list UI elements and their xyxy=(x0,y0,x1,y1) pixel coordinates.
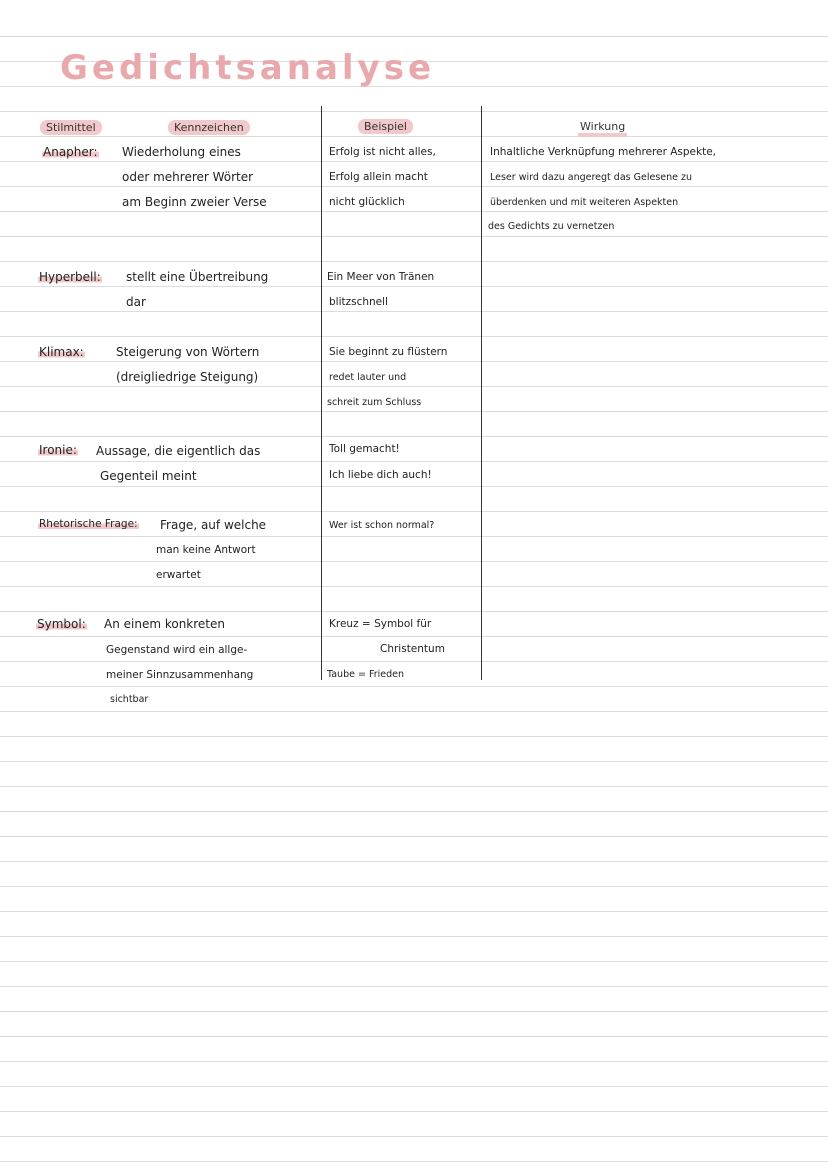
wirkung-line: Leser wird dazu angeregt das Gelesene zu xyxy=(490,172,693,183)
term-klimax: Klimax: xyxy=(39,345,84,359)
kennzeichen-line: am Beginn zweier Verse xyxy=(122,195,267,209)
beispiel-line: blitzschnell xyxy=(329,296,388,308)
kennzeichen-line: (dreigliedrige Steigung) xyxy=(116,370,259,384)
kennzeichen-line: Gegenstand wird ein allge- xyxy=(106,644,248,656)
header-beispiel: Beispiel xyxy=(358,119,413,134)
beispiel-line: Erfolg allein macht xyxy=(329,171,428,183)
kennzeichen-line: An einem konkreten xyxy=(104,617,226,631)
page-title: Gedichtsanalyse xyxy=(60,48,436,88)
wirkung-line: überdenken und mit weiteren Aspekten xyxy=(490,197,679,208)
beispiel-line: Ein Meer von Tränen xyxy=(327,271,435,283)
header-kennzeichen: Kennzeichen xyxy=(168,120,250,135)
beispiel-line: Wer ist schon normal? xyxy=(329,520,435,531)
kennzeichen-line: meiner Sinnzusammenhang xyxy=(106,669,254,681)
kennzeichen-line: Wiederholung eines xyxy=(122,145,241,159)
beispiel-line: schreit zum Schluss xyxy=(327,397,422,408)
kennzeichen-line: Frage, auf welche xyxy=(160,518,267,532)
header-stilmittel: Stilmittel xyxy=(40,120,102,135)
kennzeichen-line: man keine Antwort xyxy=(156,544,256,556)
beispiel-line: Toll gemacht! xyxy=(329,443,400,455)
beispiel-line: Taube = Frieden xyxy=(327,669,405,680)
kennzeichen-line: stellt eine Übertreibung xyxy=(126,270,269,284)
beispiel-line: nicht glücklich xyxy=(329,196,405,208)
term-symbol: Symbol: xyxy=(37,617,86,631)
kennzeichen-line: Gegenteil meint xyxy=(100,469,197,483)
beispiel-line: Christentum xyxy=(380,643,445,655)
term-rhetorische-frage: Rhetorische Frage: xyxy=(39,518,138,530)
beispiel-line: Erfolg ist nicht alles, xyxy=(329,146,436,158)
beispiel-line: Sie beginnt zu flüstern xyxy=(329,346,448,358)
kennzeichen-line: Steigerung von Wörtern xyxy=(116,345,260,359)
column-divider-wirkung xyxy=(481,106,482,680)
beispiel-line: Kreuz = Symbol für xyxy=(329,618,432,630)
kennzeichen-line: erwartet xyxy=(156,569,201,581)
wirkung-line: des Gedichts zu vernetzen xyxy=(488,221,615,232)
term-ironie: Ironie: xyxy=(39,443,77,457)
beispiel-line: Ich liebe dich auch! xyxy=(329,469,432,481)
term-anapher: Anapher: xyxy=(43,145,98,159)
header-wirkung: Wirkung xyxy=(578,120,627,137)
kennzeichen-line: dar xyxy=(126,295,146,309)
beispiel-line: redet lauter und xyxy=(329,372,407,383)
wirkung-line: Inhaltliche Verknüpfung mehrerer Aspekte, xyxy=(490,146,717,158)
kennzeichen-line: oder mehrerer Wörter xyxy=(122,170,254,184)
column-divider-beispiel xyxy=(321,106,322,680)
term-hyperbel: Hyperbell: xyxy=(39,270,101,284)
kennzeichen-line: Aussage, die eigentlich das xyxy=(96,444,261,458)
kennzeichen-line: sichtbar xyxy=(110,694,149,705)
